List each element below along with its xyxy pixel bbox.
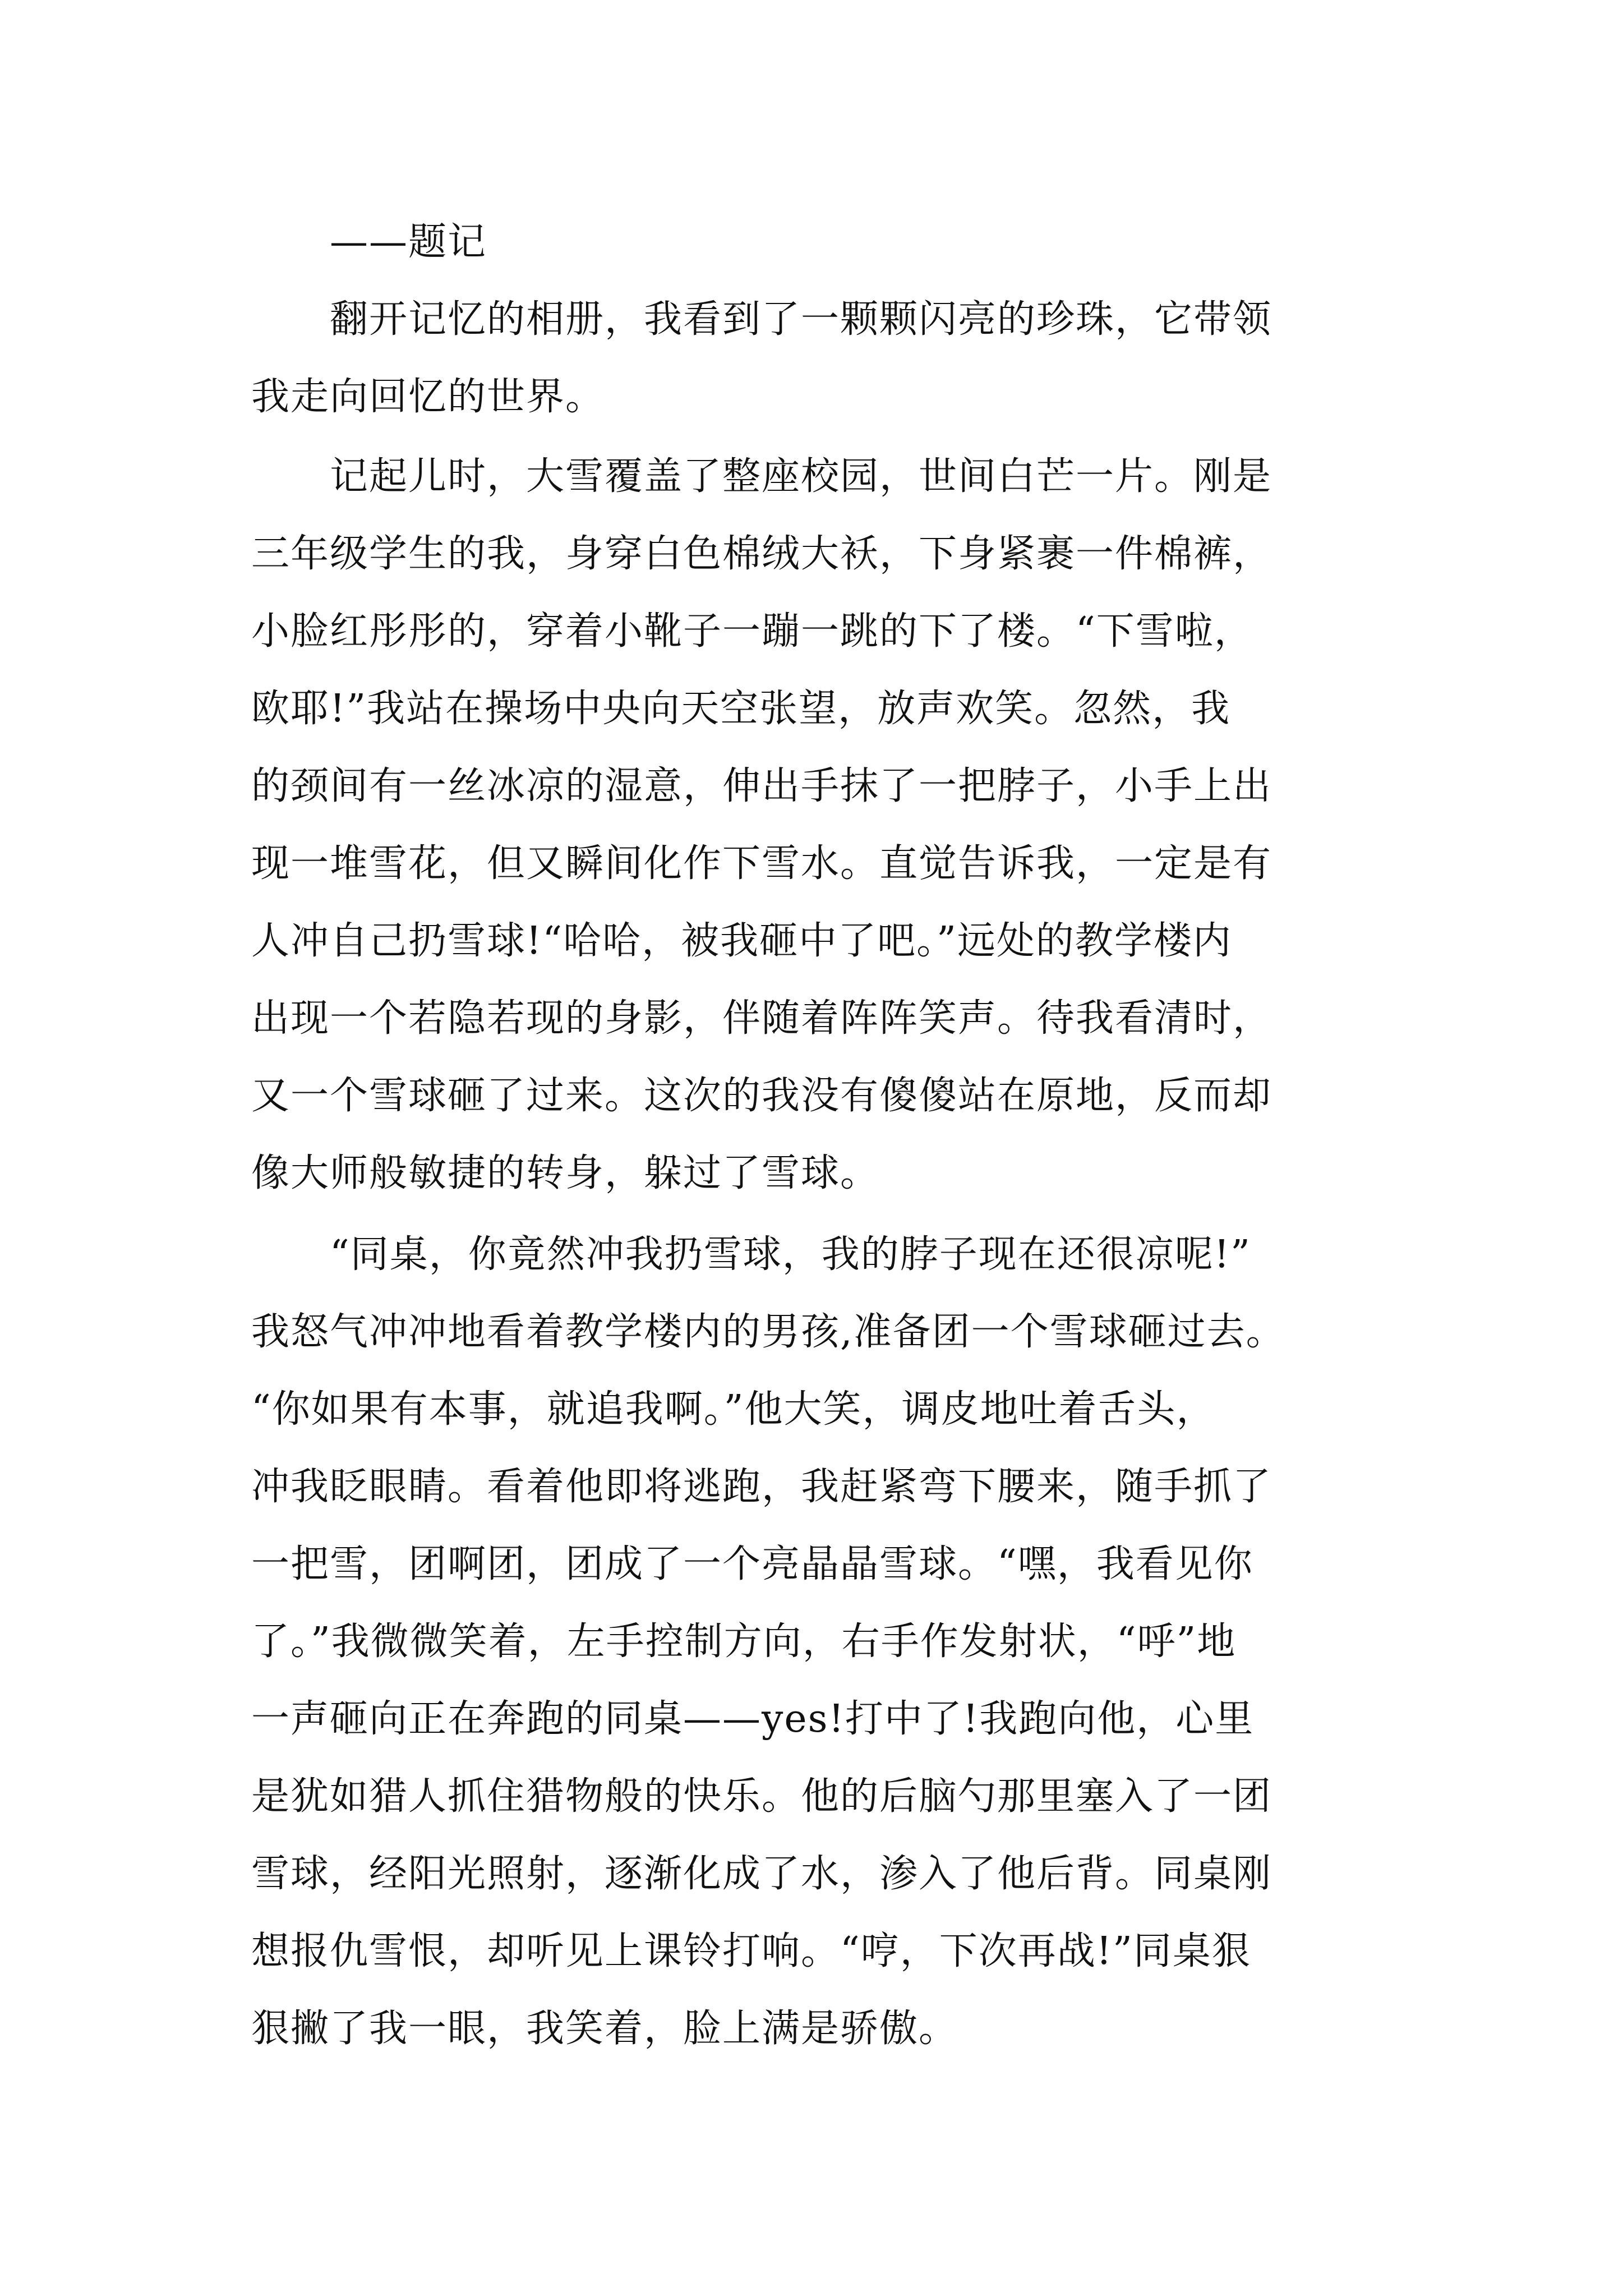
text-line: 我怒气冲冲地看着教学楼内的男孩,准备团一个雪球砸过去。 — [251, 1310, 1285, 1354]
text-line: 记起儿时，大雪覆盖了整座校园，世间白芒一片。刚是 — [330, 454, 1272, 499]
text-line: 小脸红彤彤的，穿着小靴子一蹦一跳的下了楼。“下雪啦， — [251, 609, 1253, 654]
text-line: 像大师般敏捷的转身，躲过了雪球。 — [251, 1151, 880, 1195]
text-line: “同桌，你竟然冲我扔雪球，我的脖子现在还很凉呢!” — [330, 1232, 1251, 1277]
epigraph: ——题记 — [330, 220, 487, 264]
text-line: 一声砸向正在奔跑的同桌——yes!打中了!我跑向他，心里 — [251, 1697, 1255, 1741]
text-line: 冲我眨眼睛。看着他即将逃跑，我赶紧弯下腰来，随手抓了 — [251, 1465, 1272, 1509]
text-line: 现一堆雪花，但又瞬间化作下雪水。直觉告诉我，一定是有 — [251, 841, 1272, 886]
text-line: 的颈间有一丝冰凉的湿意，伸出手抹了一把脖子，小手上出 — [251, 764, 1272, 808]
text-line: 是犹如猎人抓住猎物般的快乐。他的后脑勺那里塞入了一团 — [251, 1774, 1272, 1819]
text-line: 想报仇雪恨，却听见上课铃打响。“哼，下次再战!”同桌狠 — [251, 1929, 1251, 1973]
text-line: 欧耶!”我站在操场中央向天空张望，放声欢笑。忽然，我 — [251, 687, 1231, 731]
text-line: 一把雪，团啊团，团成了一个亮晶晶雪球。“嘿，我看见你 — [251, 1542, 1253, 1586]
text-line: 出现一个若隐若现的身影，伴随着阵阵笑声。待我看清时， — [251, 996, 1272, 1041]
text-line: 翻开记忆的相册，我看到了一颗颗闪亮的珍珠，它带领 — [330, 297, 1272, 342]
text-line: “你如果有本事，就追我啊。”他大笑，调皮地吐着舌头， — [251, 1387, 1216, 1432]
text-line: 了。”我微微笑着，左手控制方向，右手作发射状，“呼”地 — [251, 1619, 1237, 1664]
text-line: 三年级学生的我，身穿白色棉绒大袄，下身紧裹一件棉裤， — [251, 532, 1272, 576]
text-line: 又一个雪球砸了过来。这次的我没有傻傻站在原地，反而却 — [251, 1074, 1272, 1118]
text-line: 雪球，经阳光照射，逐渐化成了水，渗入了他后背。同桌刚 — [251, 1852, 1272, 1896]
text-line: 我走向回忆的世界。 — [251, 375, 605, 419]
text-line: 狠撇了我一眼，我笑着，脸上满是骄傲。 — [251, 2007, 958, 2051]
text-line: 人冲自己扔雪球!“哈哈，被我砸中了吧。”远处的教学楼内 — [251, 919, 1232, 963]
